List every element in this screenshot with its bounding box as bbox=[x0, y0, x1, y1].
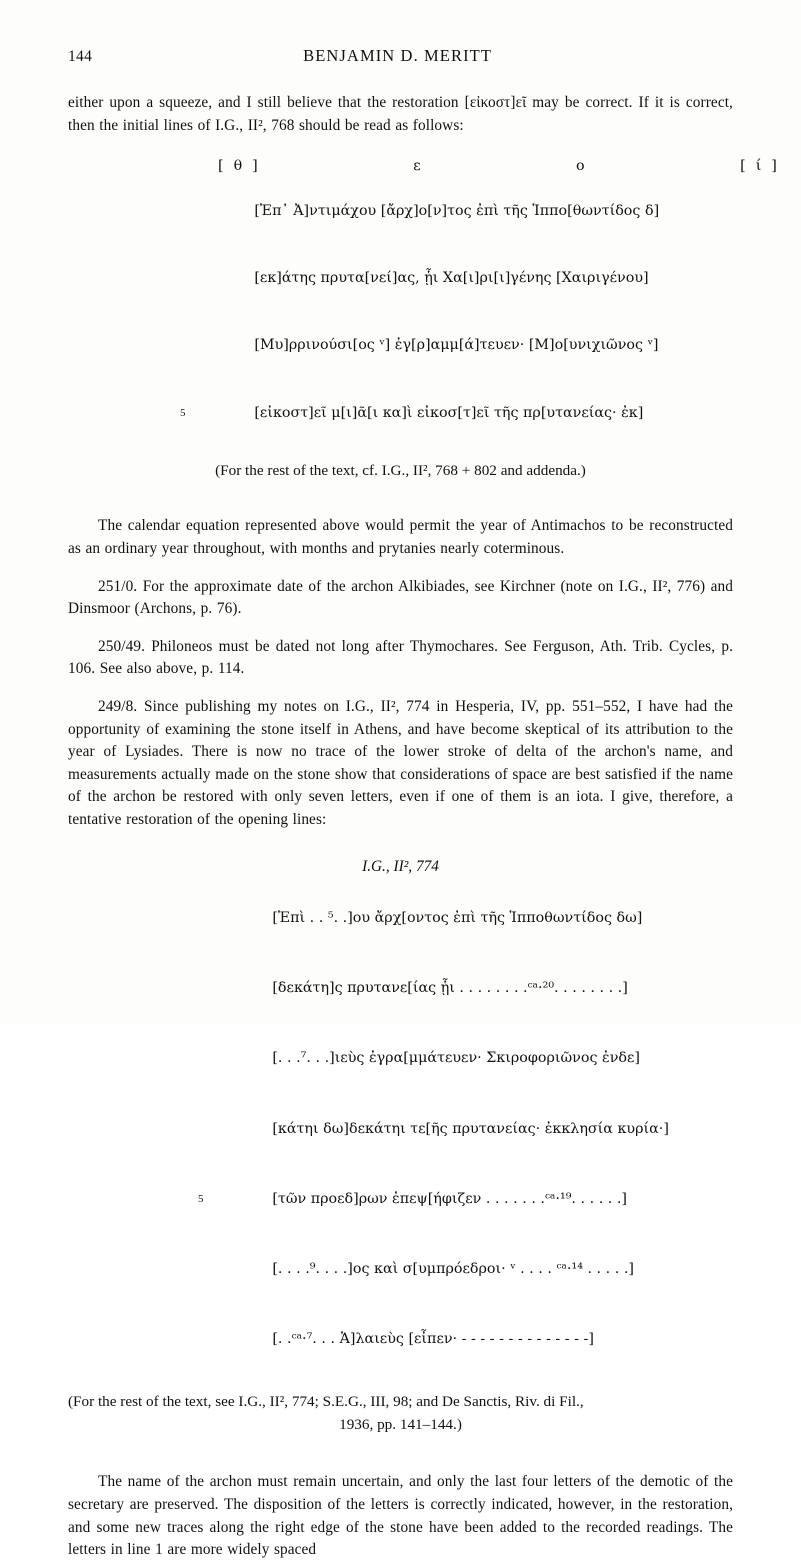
inscription-one-line bbox=[68, 245, 733, 312]
line-text: [εἰκοστ]εῖ μ[ι]ᾶ[ι κα]ὶ εἰκοσ[τ]εῖ τῆς πρ[υτανείας· ἐκ] bbox=[254, 404, 644, 421]
inscription-two-caption-line2: 1936, pp. 141–144.) bbox=[339, 1415, 462, 1433]
inscription-one-line bbox=[68, 379, 733, 446]
line-text: [. .ᶜᵃ·⁷. . . Ἁ]λαιεὺς [εἶπεν· - - - - - - - - - - - - - -] bbox=[272, 1331, 594, 1348]
paragraph-closing: The name of the archon must remain uncertain, and only the last four letters of the demotic of the secretary are preserved. The disposition of the letters is correctly indicated, however, in the restoration, and some new traces along the right edge of the stone have been added to the recorded readings. The letters in line 1 are more widely spaced bbox=[68, 1473, 733, 1559]
line-text: [κάτηι δω]δεκάτηι τε[ῆς πρυτανείας· ἐκκλησία κυρία·] bbox=[272, 1120, 669, 1137]
inscription-two-line bbox=[68, 1235, 733, 1305]
inscription-two-line bbox=[68, 1094, 733, 1164]
paragraph-opening-line2: If it is correct, then the initial lines of I.G., II², 768 should be read as follows: bbox=[68, 94, 733, 134]
inscription-one-line bbox=[68, 178, 733, 245]
line-text: [. . .⁷. . .]ιεὺς ἐγρα[μμάτευεν· Σκιροφοριῶνος ἐνδε] bbox=[272, 1050, 640, 1067]
inscription-block-one bbox=[68, 155, 787, 446]
inscription-two-caption-line1: (For the rest of the text, see I.G., II², 774; S.E.G., III, 98; and De Sanctis, Riv. di Fil., bbox=[68, 1393, 584, 1411]
inscription-two-line bbox=[68, 1305, 733, 1375]
inscription-one-line bbox=[68, 312, 733, 379]
paragraph-calendar-equation: The calendar equation represented above would permit the year of Antimachos to be reconstructed as an ordinary year throughout, with months and prytanies nearly coterminous. bbox=[68, 517, 733, 558]
inscription-two-caption bbox=[68, 1391, 733, 1436]
inscription-two-line bbox=[68, 1164, 733, 1234]
running-head: BENJAMIN D. MERITT bbox=[303, 46, 493, 65]
line-text: [. . . .⁹. . . .]ος καὶ σ[υμπρόεδροι· ᵛ . . . . ᶜᵃ·¹⁴ . . . . .] bbox=[272, 1261, 634, 1278]
inscription-one-caption: (For the rest of the text, cf. I.G., II², 768 + 802 and addenda.) bbox=[215, 462, 586, 480]
line-text: [Μυ]ρρινούσι[ος ᵛ] ἐγ[ρ]αμμ[ά]τευεν· [Μ]ο[υνιχιῶνος ᵛ] bbox=[254, 337, 659, 354]
page-content bbox=[68, 46, 787, 1562]
paragraph-251-0: 251/0. For the approximate date of the archon Alkibiades, see Kirchner (note on I.G., II², 776) and Dinsmoor (Archons, p. 76). bbox=[68, 577, 733, 618]
line-text: [Ἐπ᾽ Ἀ]ντιμάχου [ἄρχ]ο[ν]τος ἐπὶ τῆς Ἱππο[θωντίδος δ] bbox=[254, 203, 660, 219]
inscription-block-two bbox=[68, 884, 733, 1376]
page-header bbox=[68, 46, 733, 66]
line-text: [εκ]άτης πρυτα[νεί]ας, ᾗι Χα[ι]ρι[ι]γένης [Χαιριγένου] bbox=[254, 270, 649, 287]
line-text: [δεκάτη]ς πρυτανε[ίας ᾗι . . . . . . . .ᶜᵃ·²⁰. . . . . . . .] bbox=[272, 980, 628, 997]
line-text: [τῶν προεδ]ρων ἐπεψ[ήφιζεν . . . . . . .ᶜᵃ·¹⁹. . . . . .] bbox=[272, 1190, 627, 1207]
paragraph-opening bbox=[68, 92, 733, 137]
paragraph-opening-line1: either upon a squeeze, and I still believe that the restoration [εἰκοστ]εῖ may be correct. bbox=[68, 94, 633, 111]
inscription-two-line bbox=[68, 884, 733, 954]
page-number: 144 bbox=[68, 48, 93, 65]
line-text: [Ἐπὶ . . ⁵. .]ου ἄρχ[οντος ἐπὶ τῆς Ἱπποθωντίδος δω] bbox=[272, 910, 643, 926]
inscription-two-line bbox=[68, 954, 733, 1024]
inscription-two-line bbox=[68, 1024, 733, 1094]
inscription-one-markers: [θ] ε ο [ί] bbox=[218, 158, 787, 175]
line-number: 5 bbox=[180, 406, 186, 419]
paragraph-250-49: 250/49. Philoneos must be dated not long after Thymochares. See Ferguson, Ath. Trib. Cycles, p. 106. See also above, p. 114. bbox=[68, 637, 733, 678]
inscription-two-title: I.G., II², 774 bbox=[362, 857, 439, 875]
line-number: 5 bbox=[198, 1192, 204, 1205]
paragraph-249-8: 249/8. Since publishing my notes on I.G., II², 774 in Hesperia, IV, pp. 551–552, I have had the opportunity of examining the stone itself in Athens, and have become skeptical of its attribution to the year of Lysiades. There is now no trace of the lower stroke of delta of the archon's name, and measurements actually made on the stone show that considerations of space are best satisfied if the name of the archon be restored with only seven letters, even if one of them is an iota. I give, therefore, a tentative restoration of the opening lines: bbox=[68, 698, 733, 828]
